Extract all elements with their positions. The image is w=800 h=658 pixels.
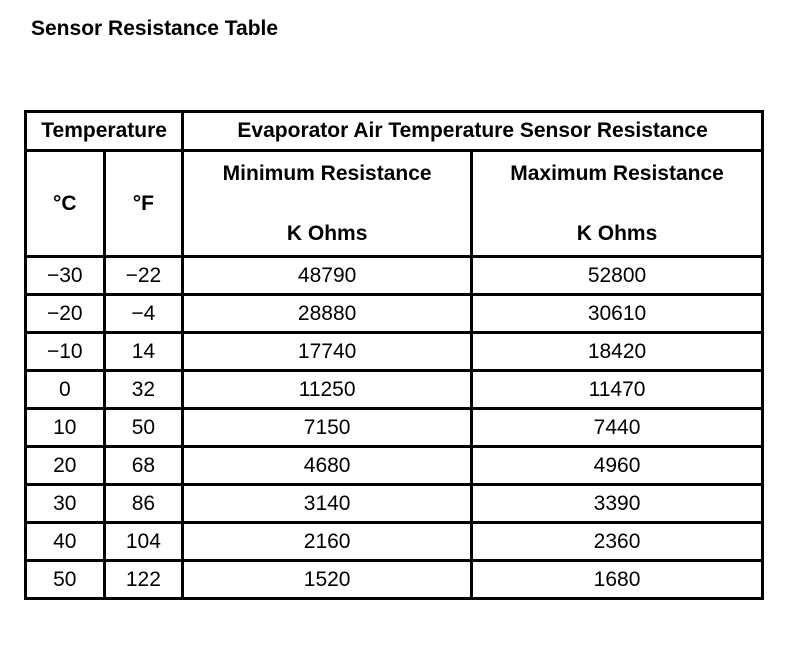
celsius-cell: −30: [26, 257, 105, 295]
resistance-table: [24, 110, 764, 600]
minimum-resistance-cell: 17740: [183, 333, 472, 371]
table-row: [26, 295, 763, 333]
maximum-resistance-cell: 52800: [472, 257, 763, 295]
resistance-table-container: [24, 110, 764, 600]
table-row: [26, 523, 763, 561]
maximum-resistance-cell: 1680: [472, 561, 763, 599]
minimum-resistance-header: [183, 151, 472, 257]
page-title: Sensor Resistance Table: [31, 17, 279, 40]
fahrenheit-cell: 86: [104, 485, 183, 523]
maximum-ohms-label: K Ohms: [576, 221, 658, 245]
minimum-resistance-cell: 7150: [183, 409, 472, 447]
table-row: [26, 485, 763, 523]
table-row: [26, 561, 763, 599]
maximum-resistance-cell: 30610: [472, 295, 763, 333]
minimum-resistance-cell: 48790: [183, 257, 472, 295]
fahrenheit-cell: −22: [104, 257, 183, 295]
minimum-ohms-label: K Ohms: [286, 221, 368, 245]
minimum-resistance-cell: 2160: [183, 523, 472, 561]
minimum-resistance-cell: 1520: [183, 561, 472, 599]
celsius-cell: 0: [26, 371, 105, 409]
minimum-resistance-cell: 4680: [183, 447, 472, 485]
table-row: [26, 447, 763, 485]
minimum-resistance-cell: 3140: [183, 485, 472, 523]
minimum-resistance-label: Minimum Resistance: [222, 161, 432, 185]
celsius-cell: 10: [26, 409, 105, 447]
celsius-header: °C: [26, 151, 105, 257]
fahrenheit-cell: 32: [104, 371, 183, 409]
fahrenheit-cell: 50: [104, 409, 183, 447]
fahrenheit-cell: −4: [104, 295, 183, 333]
maximum-resistance-cell: 18420: [472, 333, 763, 371]
fahrenheit-cell: 122: [104, 561, 183, 599]
table-row: [26, 409, 763, 447]
celsius-cell: −10: [26, 333, 105, 371]
celsius-cell: 20: [26, 447, 105, 485]
celsius-cell: 50: [26, 561, 105, 599]
sensor-resistance-header: Evaporator Air Temperature Sensor Resistance: [183, 112, 763, 151]
units-row: [26, 151, 763, 257]
celsius-cell: 30: [26, 485, 105, 523]
maximum-resistance-cell: 3390: [472, 485, 763, 523]
celsius-cell: −20: [26, 295, 105, 333]
celsius-cell: 40: [26, 523, 105, 561]
maximum-resistance-header: [472, 151, 763, 257]
table-row: [26, 257, 763, 295]
header-row: [26, 112, 763, 151]
maximum-resistance-cell: 4960: [472, 447, 763, 485]
maximum-resistance-cell: 7440: [472, 409, 763, 447]
fahrenheit-header: °F: [104, 151, 183, 257]
table-row: [26, 333, 763, 371]
maximum-resistance-cell: 11470: [472, 371, 763, 409]
temperature-header: Temperature: [26, 112, 183, 151]
table-row: [26, 371, 763, 409]
fahrenheit-cell: 104: [104, 523, 183, 561]
minimum-resistance-cell: 11250: [183, 371, 472, 409]
maximum-resistance-cell: 2360: [472, 523, 763, 561]
fahrenheit-cell: 68: [104, 447, 183, 485]
fahrenheit-cell: 14: [104, 333, 183, 371]
minimum-resistance-cell: 28880: [183, 295, 472, 333]
maximum-resistance-label: Maximum Resistance: [510, 161, 724, 185]
